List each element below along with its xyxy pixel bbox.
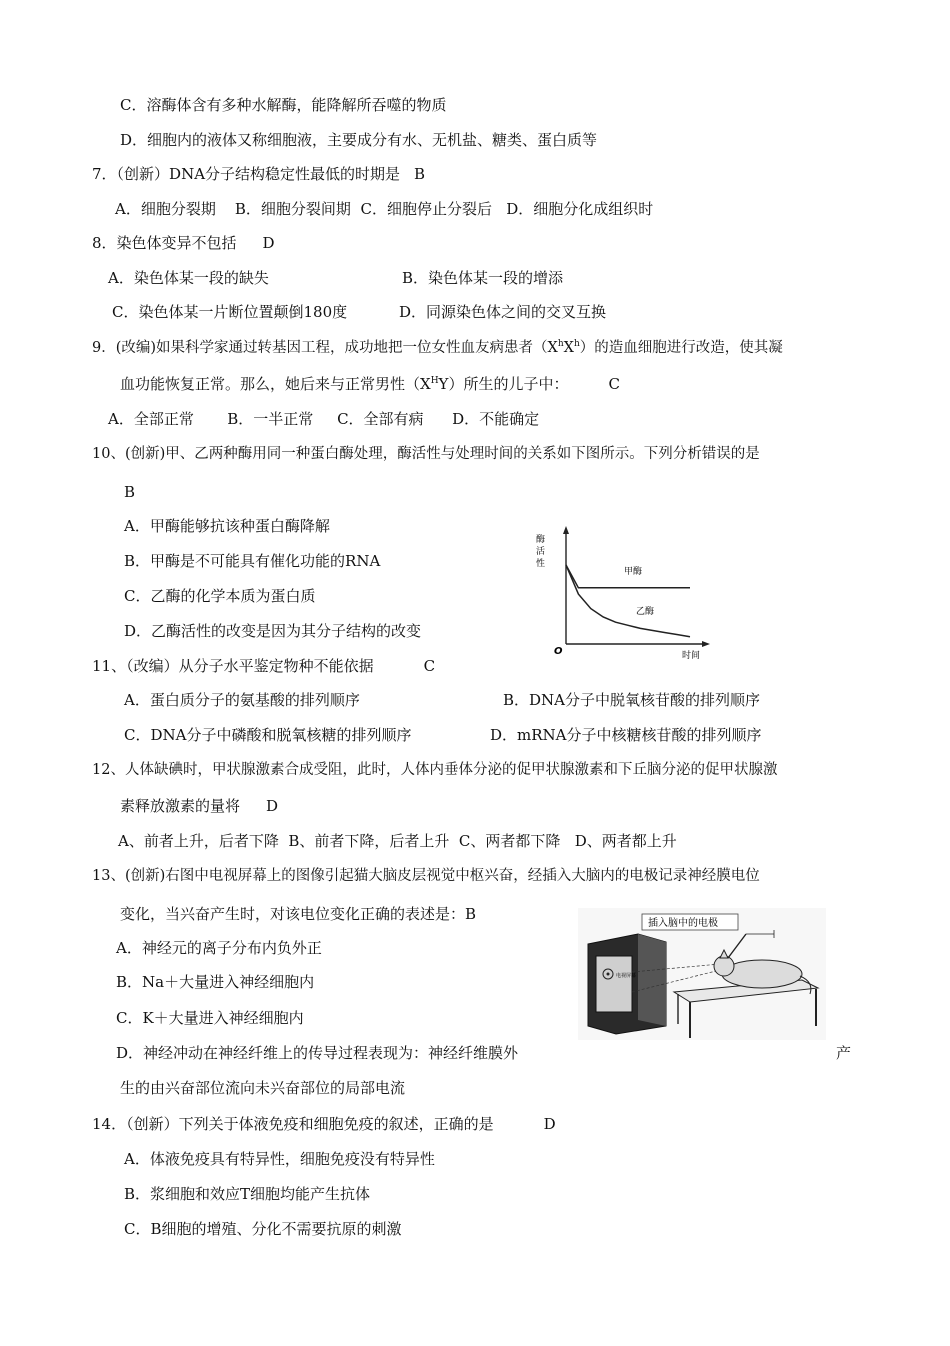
tv-screen	[596, 956, 632, 1012]
question-12-line-1: 12、人体缺碘时，甲状腺激素合成受阻，此时，人体内垂体分泌的促甲状腺激素和下丘脑分泌的促甲状腺激	[92, 762, 778, 778]
cat-head	[714, 956, 734, 976]
question-11-option-a: A．蛋白质分子的氨基酸的排列顺序	[124, 691, 360, 709]
question-8	[92, 233, 275, 253]
superscript-h1: h	[557, 339, 564, 350]
legend-yi: 乙酶	[636, 607, 655, 617]
question-7-stem: 7．（创新）DNA分子结构稳定性最低的时期是	[92, 165, 401, 183]
option-6c: C．溶酶体含有多种水解酶，能降解所吞噬的物质	[120, 96, 447, 114]
screen-target-dot	[607, 973, 610, 976]
question-13-option-d-line-2: 生的由兴奋部位流向未兴奋部位的局部电流	[120, 1079, 406, 1097]
question-13-line-2: 变化，当兴奋产生时，对该电位变化正确的表述是：B	[120, 905, 477, 923]
question-8-option-b: B．染色体某一段的增添	[402, 269, 564, 287]
question-7-answer: B	[414, 165, 426, 183]
question-10-option-b: B．甲酶是不可能具有催化功能的RNA	[124, 552, 381, 570]
question-9-answer: C	[608, 375, 620, 393]
y-axis-label-2: 活	[536, 547, 546, 557]
screen-text: 电视屏幕	[616, 973, 637, 979]
question-10: 10、(创新)甲、乙两种酶用同一种蛋白酶处理，酶活性与处理时间的关系如下图所示。下列分析错误的是	[92, 446, 760, 462]
question-10-answer: B	[124, 483, 136, 501]
question-11-answer: C	[423, 657, 436, 675]
superscript-H: H	[430, 376, 439, 386]
question-9-options: A．全部正常 B．一半正常 C．全部有病 D．不能确定	[108, 410, 540, 428]
question-10-option-d: D．乙酶活性的改变是因为其分子结构的改变	[124, 622, 422, 640]
cat-electrode-figure	[578, 908, 826, 1040]
question-12-options: A、前者上升，后者下降 B、前者下降，后者上升 C、两者都下降 D、两者都上升	[118, 832, 677, 850]
question-9-text-2c: Y）所生的儿子中：	[438, 375, 569, 393]
question-12-line-2	[120, 796, 278, 816]
question-9-text-x: X	[563, 340, 574, 356]
question-14-stem: 14．（创新）下列关于体液免疫和细胞免疫的叙述，正确的是	[92, 1115, 494, 1133]
question-13-option-d-end: 产	[836, 1044, 852, 1062]
question-11-option-b: B．DNA分子中脱氧核苷酸的排列顺序	[503, 691, 761, 709]
question-9-line-2	[120, 374, 620, 394]
question-9-text-2a: 血功能恢复正常。那么，她后来与正常男性（X	[120, 375, 431, 393]
question-13-option-c: C．K＋大量进入神经细胞内	[116, 1009, 304, 1027]
tv-side	[638, 934, 666, 1026]
x-axis-arrow	[702, 641, 710, 647]
electrode-label: 插入脑中的电极	[648, 918, 718, 929]
superscript-h2: h	[573, 339, 580, 350]
question-11	[92, 656, 435, 676]
question-9-text-e: ）的造血细胞进行改造，使其凝	[579, 340, 783, 356]
question-8-stem: 8．染色体变异不包括	[92, 234, 237, 252]
question-10-option-a: A．甲酶能够抗该种蛋白酶降解	[124, 517, 330, 535]
question-7-options: A．细胞分裂期 B．细胞分裂间期 C．细胞停止分裂后 D．细胞分化成组织时	[115, 200, 654, 218]
question-8-option-d: D．同源染色体之间的交叉互换	[399, 303, 607, 321]
question-12-answer: D	[266, 797, 279, 815]
question-14-answer: D	[543, 1115, 556, 1133]
legend-jia: 甲酶	[624, 567, 643, 577]
y-axis-arrow	[563, 526, 569, 534]
origin-label: O	[554, 646, 563, 657]
question-13-option-b: B．Na＋大量进入神经细胞内	[116, 973, 315, 991]
question-9-line-1	[92, 338, 783, 358]
y-axis-label-3: 性	[536, 559, 546, 569]
question-9-text-a: 9．(改编)如果科学家通过转基因工程，成功地把一位女性血友病患者（X	[92, 340, 558, 356]
x-axis-label: 时间	[682, 651, 701, 661]
question-11-stem: 11、（改编）从分子水平鉴定物种不能依据	[92, 657, 374, 675]
question-11-option-d: D．mRNA分子中核糖核苷酸的排列顺序	[490, 726, 762, 744]
question-12-stem: 素释放激素的量将	[120, 797, 241, 815]
question-7	[92, 164, 425, 184]
question-8-answer: D	[262, 234, 275, 252]
question-13-option-d: D．神经冲动在神经纤维上的传导过程表现为：神经纤维膜外	[116, 1044, 519, 1062]
question-13-option-a: A．神经元的离子分布内负外正	[116, 939, 322, 957]
question-14-option-a: A．体液免疫具有特异性，细胞免疫没有特异性	[124, 1150, 435, 1168]
question-14-option-b: B．浆细胞和效应T细胞均能产生抗体	[124, 1185, 371, 1203]
option-6d: D．细胞内的液体又称细胞液，主要成分有水、无机盐、糖类、蛋白质等	[120, 131, 598, 149]
question-14	[92, 1114, 556, 1134]
question-8-option-a: A．染色体某一段的缺失	[108, 269, 269, 287]
question-11-option-c: C．DNA分子中磷酸和脱氧核糖的排列顺序	[124, 726, 412, 744]
y-axis-label-1: 酶	[536, 535, 546, 545]
enzyme-activity-chart	[520, 520, 720, 665]
question-8-option-c: C．染色体某一片断位置颠倒180度	[112, 303, 348, 321]
question-10-option-c: C．乙酶的化学本质为蛋白质	[124, 587, 316, 605]
question-13-line-1: 13、(创新)右图中电视屏幕上的图像引起猫大脑皮层视觉中枢兴奋，经插入大脑内的电极记录神经膜电位	[92, 868, 760, 884]
question-14-option-c: C．B细胞的增殖、分化不需要抗原的刺激	[124, 1220, 402, 1238]
